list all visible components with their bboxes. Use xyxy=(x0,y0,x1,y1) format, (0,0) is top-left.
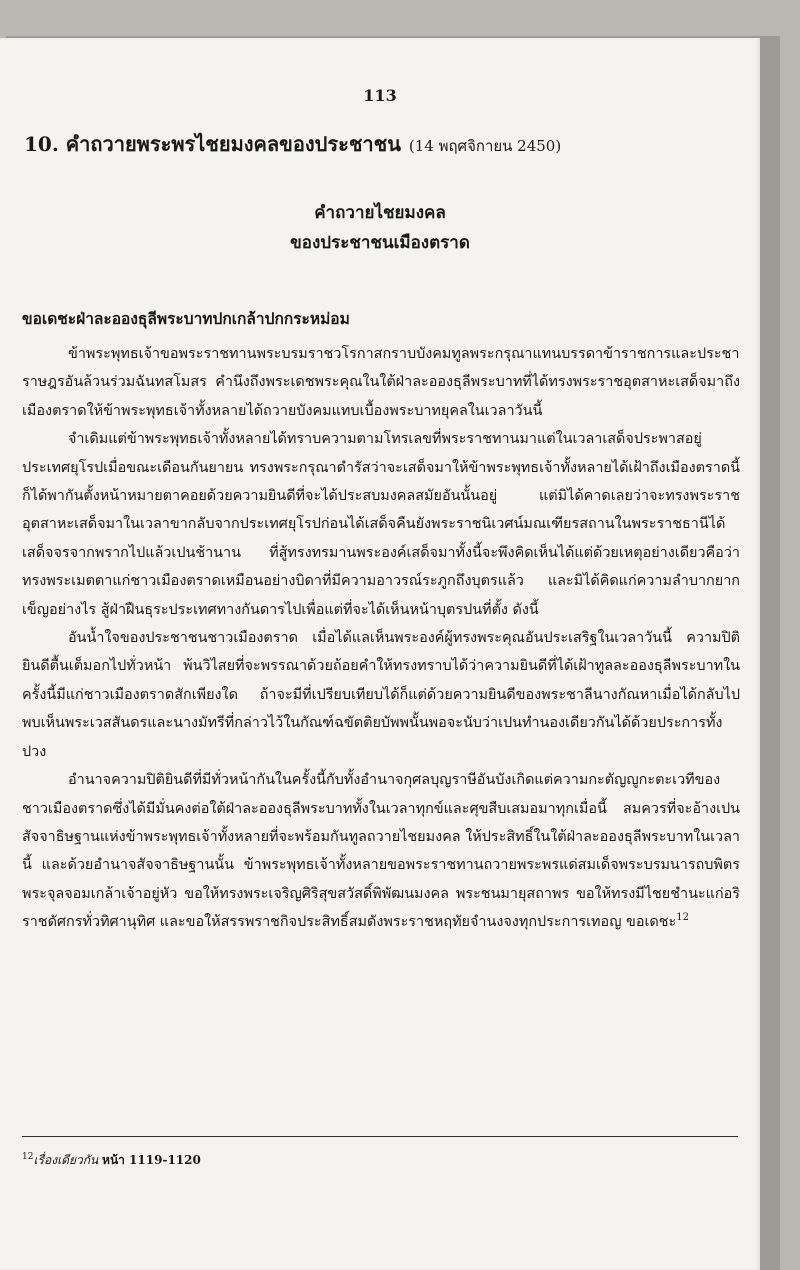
paragraph-2: จำเดิมแต่ข้าพระพุทธเจ้าทั้งหลายได้ทราบความตามโทรเลขที่พระราชทานมาแต่ในเวลาเสด็จประพาสอยู่ประเทศยุโรปเมื่อขณะเดือนกันยายน ทรงพระกรุณาดำรัสว่าจะเสด็จมาให้ข้าพระพุทธเจ้าทั้งหลายได้เฝ้าถึงเมืองตราดนี้ ก็ได้พากันตั้งหน้าหมายตาคอยด้วยความยินดีที่จะได้ประสบมงคลสมัยอันนั้นอยู่ แต่มิได้คาดเลยว่าจะทรงพระราชอุตสาหะเสด็จมาในเวลาขากลับจากประเทศยุโรปก่อนได้เสด็จคืนยังพระราชนิเวศน์มณเฑียรสถานในพระราชธานีได้เสด็จจรจากพรากไปแล้วเปนช้านาน ที่สู้ทรงทรมานพระองค์เสด็จมาทั้งนี้จะพึงคิดเห็นได้แต่ด้วยเหตุอย่างเดียวคือว่า ทรงพระเมตตาแก่ชาวเมืองตราดเหมือนอย่างบิดาที่มีความอาวรณ์ระภูกถึงบุตรแล้ว และมิได้คิดแก่ความลำบากยากเข็ญอย่างไร สู้ฝ่าฝืนธุระประเทศทางกันดารไปเพื่อแต่ที่จะได้เห็นหน้าบุตรปนที่ตั้ง ดังนี้ xyxy=(22,431,740,618)
footnote xyxy=(22,1151,201,1170)
paragraph-4-text: อำนาจความปิติยินดีที่มีทั่วหน้ากันในครั้งนี้กับทั้งอำนาจกุศลบุญราษีอันบังเกิดแต่ความกะตัญญูกะตะเวทีของชาวเมืองตราดซึ่งได้มีมั่นคงต่อใต้ฝ่าละอองธุลีพระบาททั้งในเวลาทุกข์และศุขสืบเสมอมาทุกเมื่อนี้ สมควรที่จะอ้างเปนสัจจาธิษฐานแห่งข้าพระพุทธเจ้าทั้งหลายที่จะพร้อมกันทูลถวายไชยมงคล ให้ประสิทธิ์ในใต้ฝ่าละอองธุลีพระบาทในเวลานี้ และด้วยอำนาจสัจจาธิษฐานนั้น ข้าพระพุทธเจ้าทั้งหลายขอพระราชทานถวายพระพรแด่สมเด็จพระบรมนารถบพิตรพระจุลจอมเกล้าเจ้าอยู่หัว ขอให้ทรงพระเจริญศิริสุขสวัสดิ์พิพัฒนมงคล พระชนมายุสถาพร ขอให้ทรงมีไชยชำนะแก่อริราชดัศกรทั่วทิศานุทิศ และขอให้สรรพราชกิจประสิทธิ์สมดังพระราชหฤทัยจำนงจงทุกประการเทอญ ขอเดชะ xyxy=(22,772,740,931)
footnote-reference: 12 xyxy=(676,912,690,924)
footnote-divider xyxy=(22,1136,738,1137)
footnote-mark: 12 xyxy=(22,1152,34,1162)
body-text xyxy=(22,340,740,937)
chapter-title xyxy=(24,128,744,160)
paragraph-3: อันน้ำใจของประชาชนชาวเมืองตราด เมื่อได้แลเห็นพระองค์ผู้ทรงพระคุณอันประเสริฐในเวลาวันนี้ ความปิติยินดีตื้นเต็มอกไปทั่วหน้า พ้นวิไสยที่จะพรรณาด้วยถ้อยคำให้ทรงทราบได้ว่าความยินดีที่ได้เฝ้าทูลละอองธุลีพระบาทในครั้งนี้มีแก่ชาวเมืองตราดสักเพียงใด ถ้าจะมีที่เปรียบเทียบได้ก็แต่ด้วยความยินดีของพระชาลีนางกัณหาเมื่อได้กลับไปพบเห็นพระเวสสันดรและนางมัทรีที่กล่าวไว้ในกัณฑ์ฉขัตติยบัพพนั้นพอจะนับว่าเปนทำนองเดียวกันได้ด้วยประการทั้งปวง xyxy=(22,630,740,760)
paragraph-1: ข้าพระพุทธเจ้าขอพระราชทานพระบรมราชวโรกาสกราบบังคมทูลพระกรุณาแทนบรรดาข้าราชการและประชาราษฎรอันล้วนร่วมฉันทสโมสร คำนึงถึงพระเดชพระคุณในใต้ฝ่าละอองธุลีพระบาทที่ได้ทรงพระราชอุตสาหะเสด็จมาถึงเมืองตราดให้ข้าพระพุทธเจ้าทั้งหลายได้ถวายบังคมแทบเบื้องพระบาทยุคลในเวลาวันนี้ xyxy=(22,346,740,419)
document-page xyxy=(0,38,760,1270)
chapter-date: (14 พฤศจิกายน 2450) xyxy=(408,137,562,155)
footnote-source: เรื่องเดียวกัน xyxy=(33,1153,99,1167)
salutation: ขอเดชะฝ่าละอองธุลีพระบาทปกเกล้าปกกระหม่อม xyxy=(22,309,350,328)
paragraph-4 xyxy=(22,766,740,936)
heading-line-2: ของประชาชนเมืองตราด xyxy=(290,233,470,253)
heading-line-1: คำถวายไชยมงคล xyxy=(314,203,446,223)
document-heading xyxy=(0,198,760,258)
chapter-title-text: 10. คำถวายพระพรไชยมงคลของประชาชน xyxy=(24,132,401,156)
footnote-pages: หน้า 1119-1120 xyxy=(102,1153,201,1167)
page-number: 113 xyxy=(363,86,397,105)
